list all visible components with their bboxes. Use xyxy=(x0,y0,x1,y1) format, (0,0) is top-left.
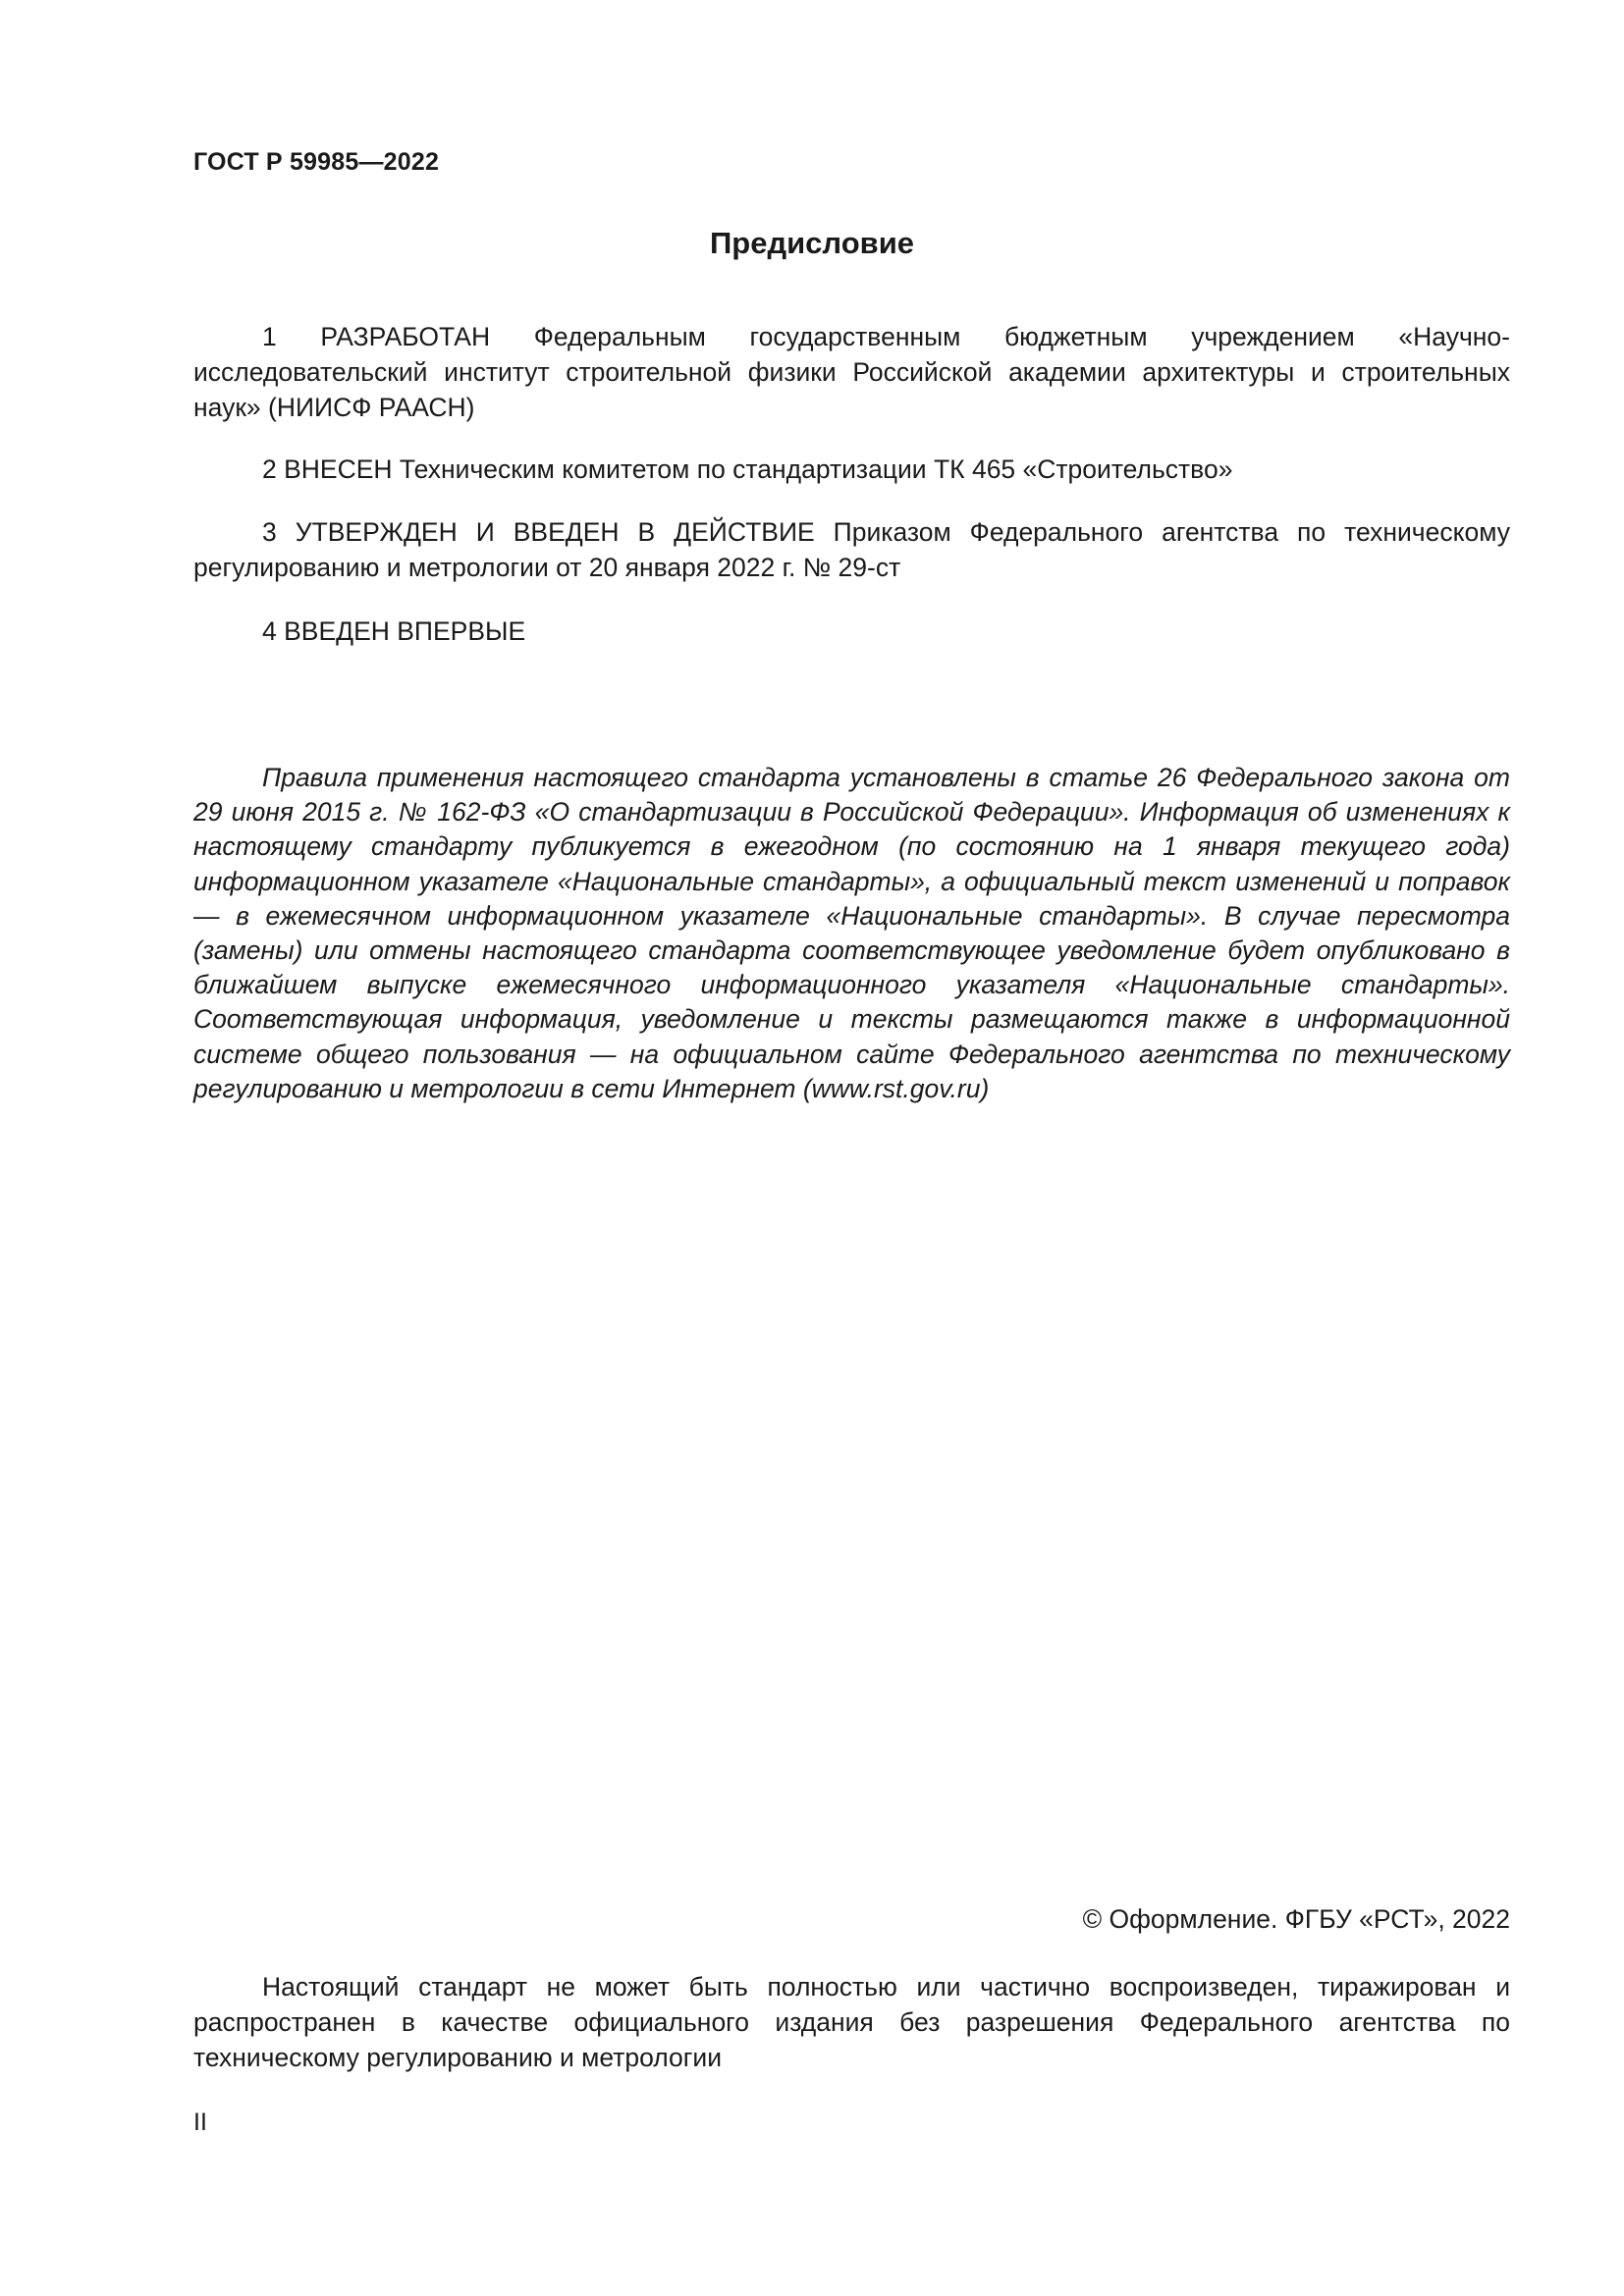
foreword-item-approved: 3 УТВЕРЖДЕН И ВВЕДЕН В ДЕЙСТВИЕ Приказом Федерального агентства по техническому регулированию и метрологии от 20 января 2022 г. № 29-ст xyxy=(193,517,1510,582)
page-title: Предисловие xyxy=(709,226,914,260)
reproduction-restriction: Настоящий стандарт не может быть полностью или частично воспроизведен, тиражирован и распространен в качестве официального издания без разрешения Федерального агентства по техническому регулированию и метрологии xyxy=(193,1972,1510,2072)
copyright-line: © Оформление. ФГБУ «РСТ», 2022 xyxy=(1082,1904,1510,1934)
page-number: II xyxy=(193,2109,207,2136)
foreword-item-introduced: 2 ВНЕСЕН Техническим комитетом по стандартизации ТК 465 «Строительство» xyxy=(262,454,1233,484)
document-code: ГОСТ Р 59985—2022 xyxy=(193,148,440,176)
foreword-item-developed: 1 РАЗРАБОТАН Федеральным государственным бюджетным учреждением «Научно-исследовательский институт строительной физики Российской академии архитектуры и строительных наук» (НИИСФ РААСН) xyxy=(193,322,1510,422)
application-rules-notice: Правила применения настоящего стандарта установлены в статье 26 Федерального закона от 29 июня 2015 г. № 162-ФЗ «О стандартизации в Российской Федерации». Информация об изменениях к настоящему стандарту публикуется в ежегодном (по состоянию на 1 января текущего года) информационном указателе «Национальные стандарты», а официальный текст изменений и поправок — в ежемесячном информационном указателе «Национальные стандарты». В случае пересмотра (замены) или отмены настоящего стандарта соответствующее уведомление будет опубликовано в ближайшем выпуске ежемесячного информационного указателя «Национальные стандарты». Соответствующая информация, уведомление и тексты размещаются также в информационной системе общего пользования — на официальном сайте Федерального агентства по техническому регулированию и метрологии в сети Интернет (www.rst.gov.ru) xyxy=(193,763,1510,1103)
foreword-item-first-introduced: 4 ВВЕДЕН ВПЕРВЫЕ xyxy=(262,616,526,646)
